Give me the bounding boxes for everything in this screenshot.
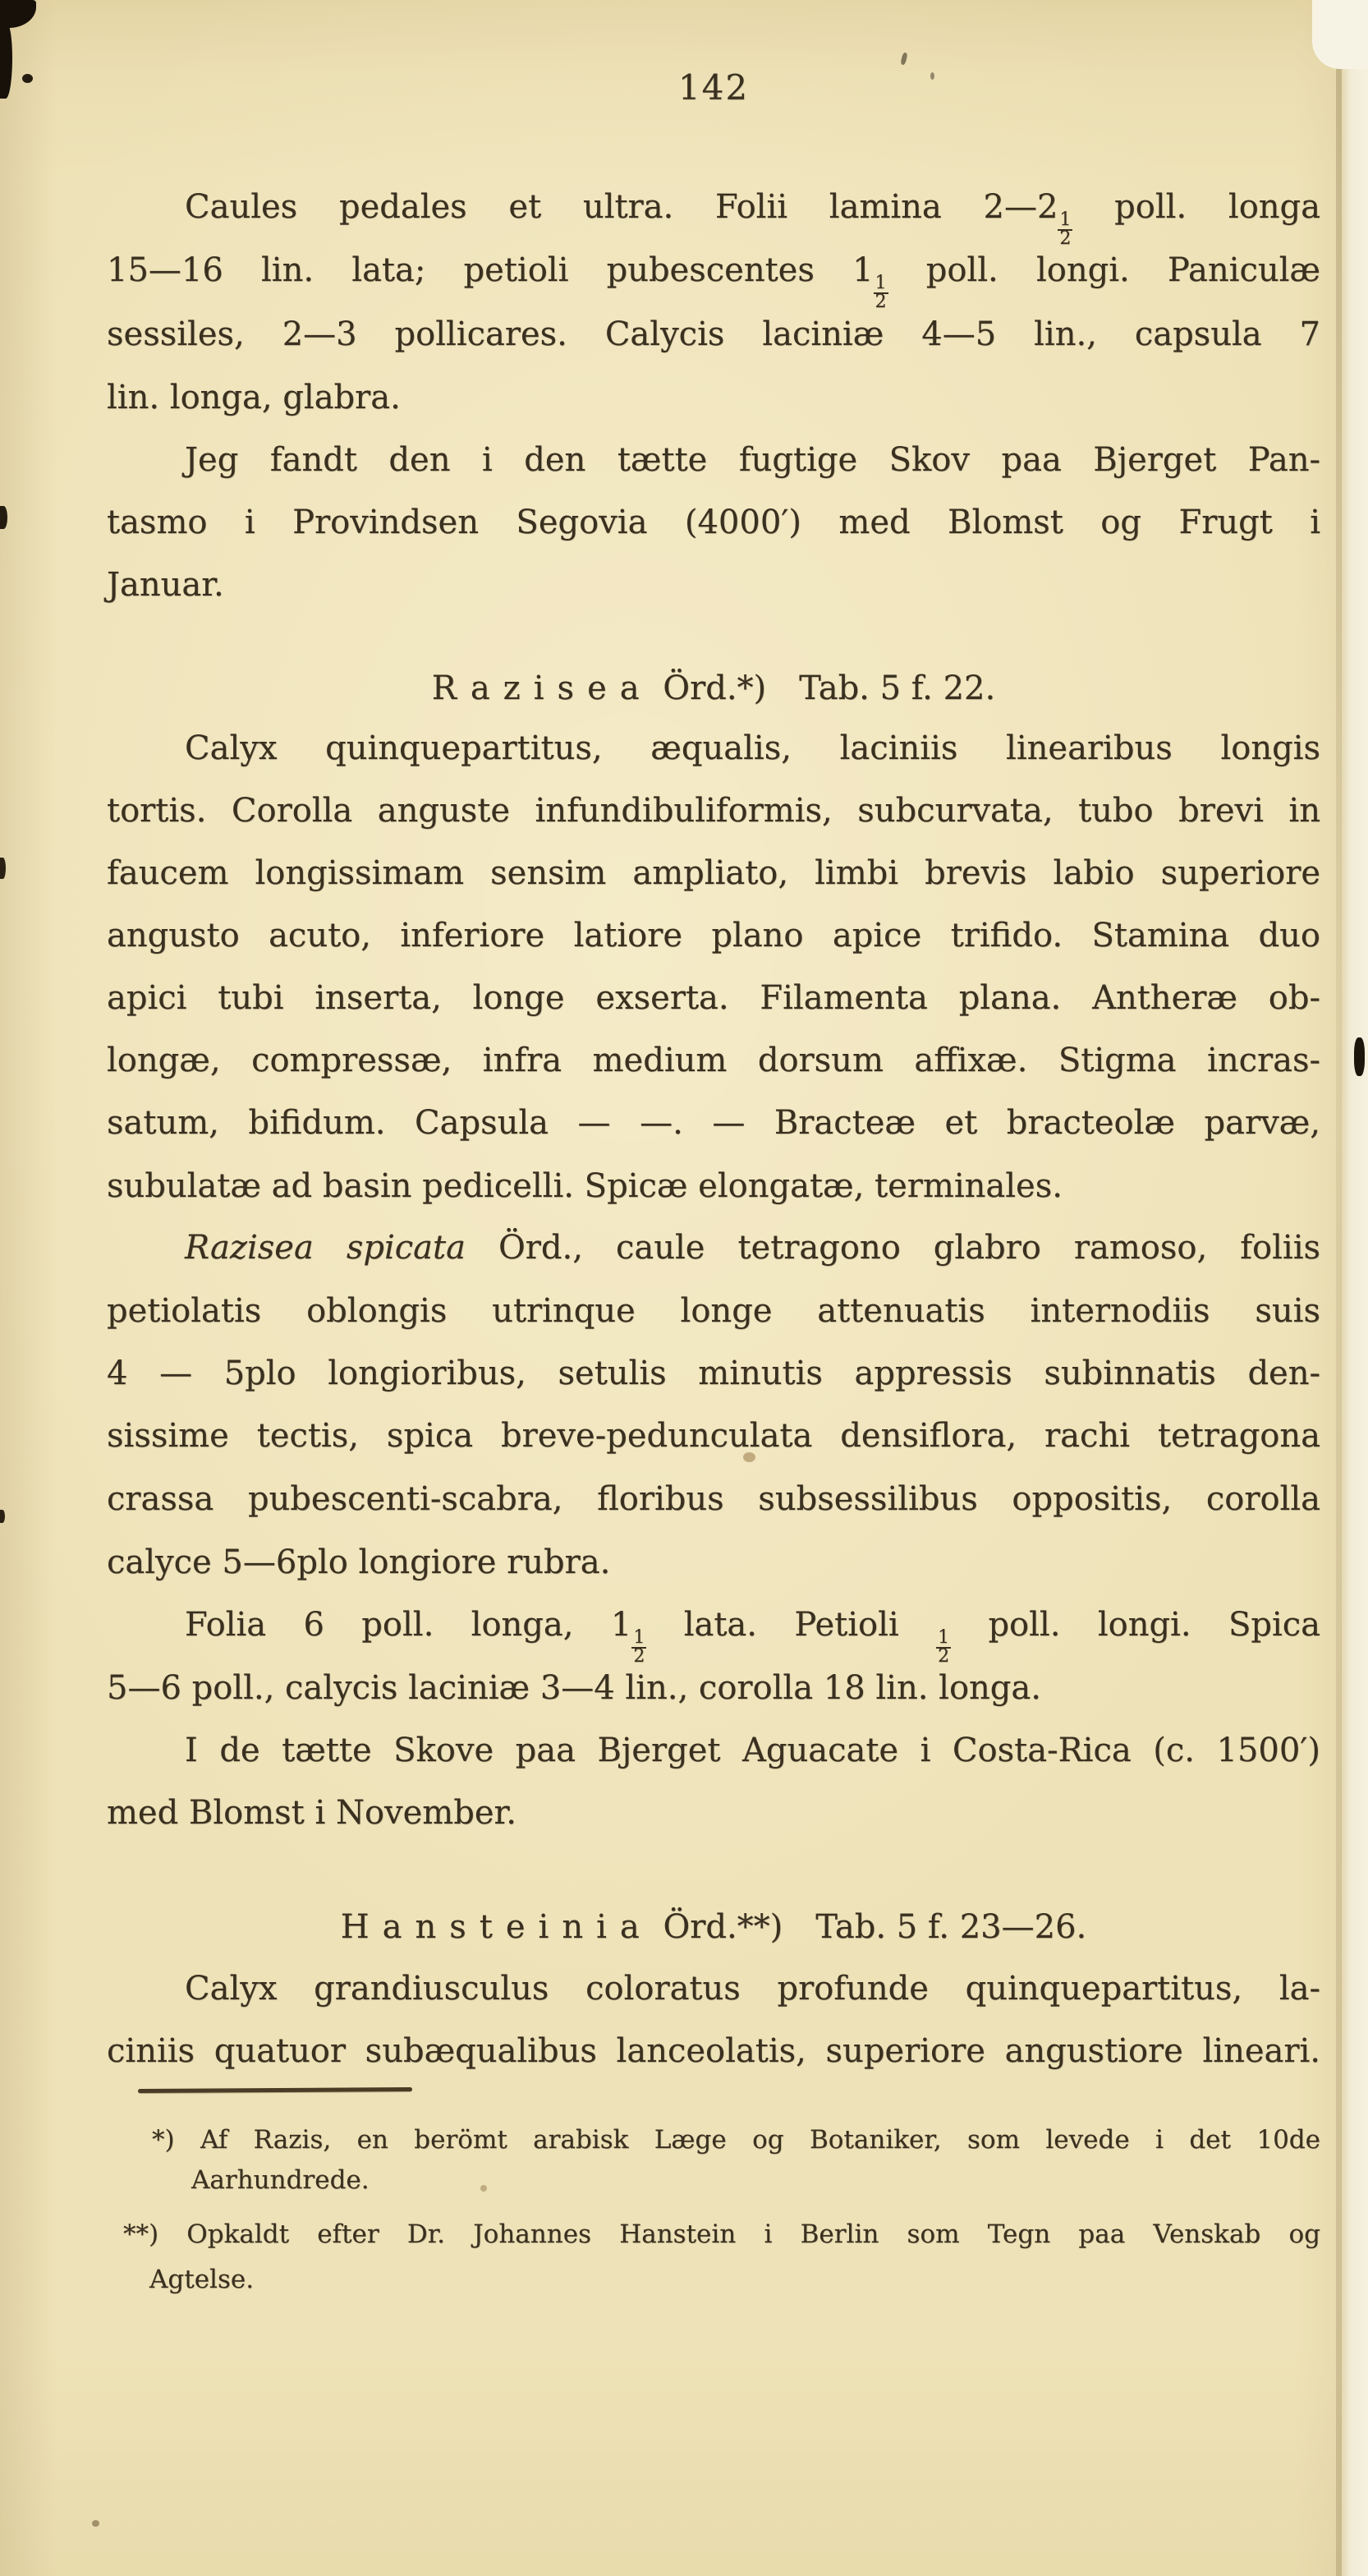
text-line: sissime tectis, spica breve-pedunculata densiflora, rachi tetragona (107, 1417, 1320, 1455)
text-line: Caules pedales et ultra. Folii lamina 2—2 $\frac{1}{2}$ poll. longa (185, 188, 1320, 250)
ink-blot (0, 23, 12, 99)
text-line: 15—16 lin. lata; petioli pubescentes 1 $\frac{1}{2}$ poll. longi. Paniculæ (107, 251, 1320, 313)
text-line: apici tubi inserta, longe exserta. Filamenta plana. Antheræ ob- (107, 979, 1320, 1017)
text-line: angusto acuto, inferiore latiore plano apice trifido. Stamina duo (107, 917, 1320, 954)
footnote-line: *) Af Razis, en berömt arabisk Læge og Botaniker, som levede i det 10de (152, 2125, 1320, 2155)
page-number: 142 (677, 67, 750, 108)
text-line: lin. longa, glabra. (107, 379, 401, 416)
text-line: Folia 6 poll. longa, 1 $\frac{1}{2}$ lata. Petioli $\frac{1}{2}$ poll. longi. Spica (185, 1606, 1320, 1668)
text-line: sessiles, 2—3 pollicares. Calycis laciniæ 4—5 lin., capsula 7 (107, 315, 1320, 353)
ink-speck (900, 52, 907, 65)
text-line: petiolatis oblongis utrinque longe attenuatis internodiis suis (107, 1292, 1320, 1330)
text-line: subulatæ ad basin pedicelli. Spicæ elongatæ, terminales. (107, 1167, 1063, 1205)
text-line: 5—6 poll., calycis laciniæ 3—4 lin., corolla 18 lin. longa. (107, 1669, 1041, 1707)
ink-speck (0, 1510, 5, 1523)
species-heading: Hansteinia Örd.**) Tab. 5 f. 23—26. (340, 1908, 1087, 1946)
text-line: satum, bifidum. Capsula — —. — Bracteæ et bracteolæ parvæ, (107, 1104, 1320, 1142)
text-line: 4 — 5plo longioribus, setulis minutis appressis subinnatis den- (107, 1355, 1320, 1392)
text-line: faucem longissimam sensim ampliato, limbi brevis labio superiore (107, 854, 1320, 892)
text-line: tortis. Corolla anguste infundibuliformis, subcurvata, tubo brevi in (107, 792, 1320, 830)
paper-edge-line (1336, 0, 1342, 2576)
footnote-line: **) Opkaldt efter Dr. Johannes Hanstein i Berlin som Tegn paa Venskab og (123, 2220, 1320, 2249)
ink-streak (1354, 1037, 1365, 1076)
text-line: ciniis quatuor subæqualibus lanceolatis, superiore angustiore lineari. (107, 2032, 1320, 2070)
text-line: I de tætte Skove paa Bjerget Aguacate i Costa-Rica (c. 1500′) (185, 1732, 1320, 1769)
foxing-spot (92, 2520, 99, 2527)
species-heading: Razisea Örd.*) Tab. 5 f. 22. (431, 669, 996, 707)
ink-speck (22, 74, 33, 83)
text-line: crassa pubescenti-scabra, floribus subsessilibus oppositis, corolla (107, 1480, 1320, 1518)
text-line: Jeg fandt den i den tætte fugtige Skov paa Bjerget Pan- (185, 441, 1320, 479)
footnote-separator-rule (138, 2087, 412, 2093)
footnote-line: Aarhundrede. (191, 2165, 370, 2195)
scan-corner-highlight (1312, 0, 1368, 69)
ink-speck (0, 858, 6, 879)
text-line: calyce 5—6plo longiore rubra. (107, 1543, 611, 1581)
text-line: Calyx grandiusculus coloratus profunde quinquepartitus, la- (185, 1970, 1320, 2008)
text-line: med Blomst i November. (107, 1794, 516, 1832)
text-line: longæ, compressæ, infra medium dorsum affixæ. Stigma incras- (107, 1042, 1320, 1079)
footnote-line: Agtelse. (149, 2265, 255, 2294)
scanner-edge-strip (1341, 0, 1368, 2576)
text-line: Razisea spicata Örd., caule tetragono glabro ramoso, foliis (185, 1229, 1321, 1267)
text-line: tasmo i Provindsen Segovia (4000′) med Blomst og Frugt i (107, 504, 1320, 541)
text-line: Januar. (107, 566, 224, 604)
ink-speck (0, 506, 7, 529)
text-line: Calyx quinquepartitus, æqualis, laciniis linearibus longis (185, 729, 1320, 767)
